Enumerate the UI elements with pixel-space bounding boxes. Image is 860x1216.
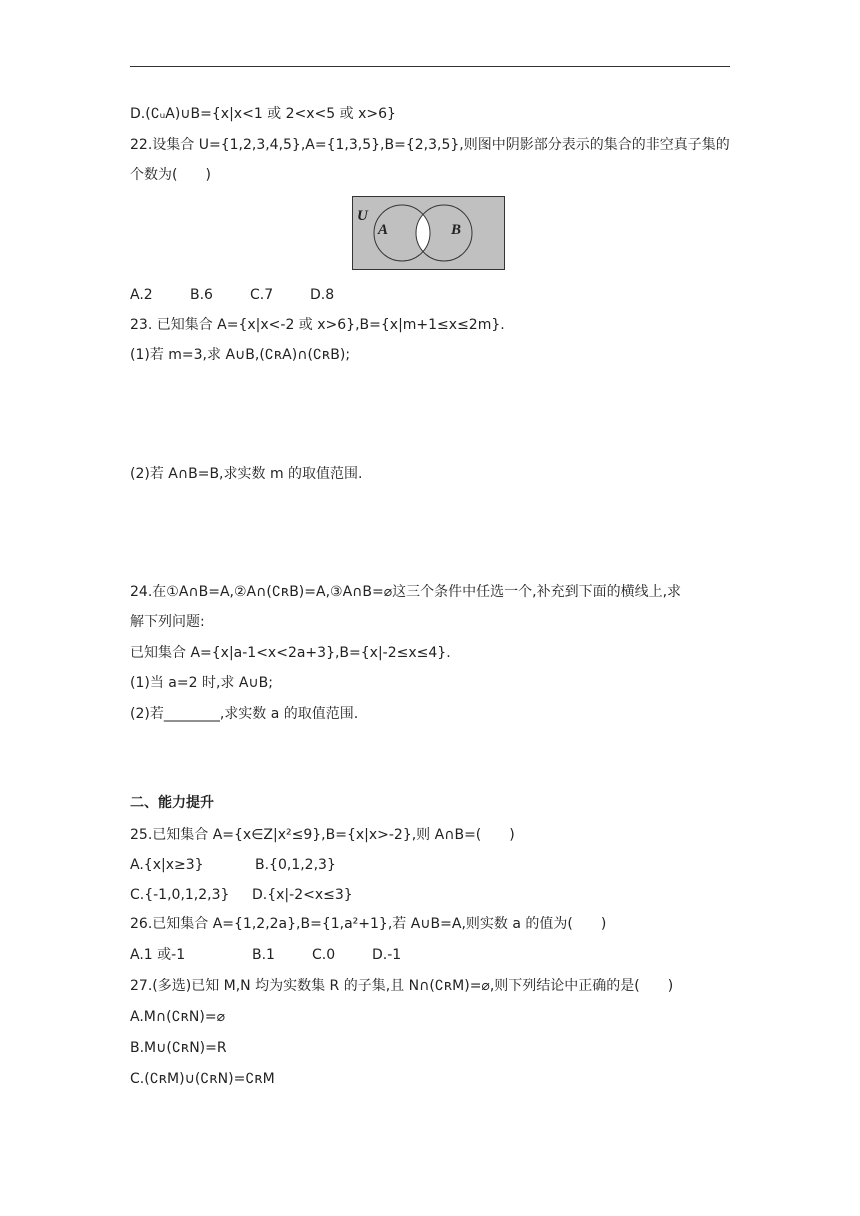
venn-diagram (352, 196, 505, 270)
q24-given: 已知集合 A={x|a-1<x<2a+3},B={x|-2≤x≤4}. (130, 645, 451, 661)
q24-part2: (2)若________,求实数 a 的取值范围. (130, 706, 359, 722)
q25-option-c: C.{-1,0,1,2,3} (130, 887, 230, 903)
q27-option-c: C.(∁ʀM)∪(∁ʀN)=∁ʀM (130, 1071, 275, 1087)
q22-option-d: D.8 (310, 287, 335, 303)
q22-options (130, 285, 334, 305)
q26-options (130, 945, 401, 965)
q26-option-b: B.1 (252, 947, 275, 963)
q22-option-c: C.7 (250, 287, 274, 303)
q23-part2: (2)若 A∩B=B,求实数 m 的取值范围. (130, 466, 363, 482)
q25-options-row2 (130, 885, 353, 905)
header-rule (130, 66, 730, 67)
venn-b-label: B (451, 222, 462, 238)
q27-stem: 27.(多选)已知 M,N 均为实数集 R 的子集,且 N∩(∁ʀM)=⌀,则下列结论中正确的是( ) (130, 978, 674, 994)
q24-part1: (1)当 a=2 时,求 A∪B; (130, 675, 273, 691)
q26-option-c: C.0 (312, 947, 336, 963)
section-heading: 二、能力提升 (130, 795, 214, 811)
q27-option-b: B.M∪(∁ʀN)=R (130, 1040, 227, 1056)
q25-options-row1 (130, 855, 336, 875)
q23-stem: 23. 已知集合 A={x|x<-2 或 x>6},B={x|m+1≤x≤2m}. (130, 317, 505, 333)
q21-option-d: D.(∁ᵤA)∪B={x|x<1 或 2<x<5 或 x>6} (130, 106, 396, 122)
venn-a-label: A (378, 222, 389, 238)
q22-stem-line2: 个数为( ) (130, 167, 211, 183)
q22-stem-line1: 22.设集合 U={1,2,3,4,5},A={1,3,5},B={2,3,5},则图中阴影部分表示的集合的非空真子集的 (130, 137, 730, 153)
q27-option-a: A.M∩(∁ʀN)=⌀ (130, 1009, 226, 1025)
q22-option-b: B.6 (190, 287, 213, 303)
q23-part1: (1)若 m=3,求 A∪B,(∁ʀA)∩(∁ʀB); (130, 347, 351, 363)
q26-option-d: D.-1 (372, 947, 402, 963)
q26-stem: 26.已知集合 A={1,2,2a},B={1,a²+1},若 A∪B=A,则实数 a 的值为( ) (130, 916, 607, 932)
q22-option-a: A.2 (130, 287, 153, 303)
q26-option-a: A.1 或-1 (130, 947, 186, 963)
q25-option-a: A.{x|x≥3} (130, 857, 204, 873)
q24-stem-line2: 解下列问题: (130, 614, 205, 630)
q25-option-d: D.{x|-2<x≤3} (252, 887, 353, 903)
q25-stem: 25.已知集合 A={x∈Z|x²≤9},B={x|x>-2},则 A∩B=( ) (130, 827, 515, 843)
venn-u-label: U (357, 208, 368, 224)
q25-option-b: B.{0,1,2,3} (255, 857, 336, 873)
q24-stem-line1: 24.在①A∩B=A,②A∩(∁ʀB)=A,③A∩B=⌀这三个条件中任选一个,补充到下面的横线上,求 (130, 584, 682, 600)
